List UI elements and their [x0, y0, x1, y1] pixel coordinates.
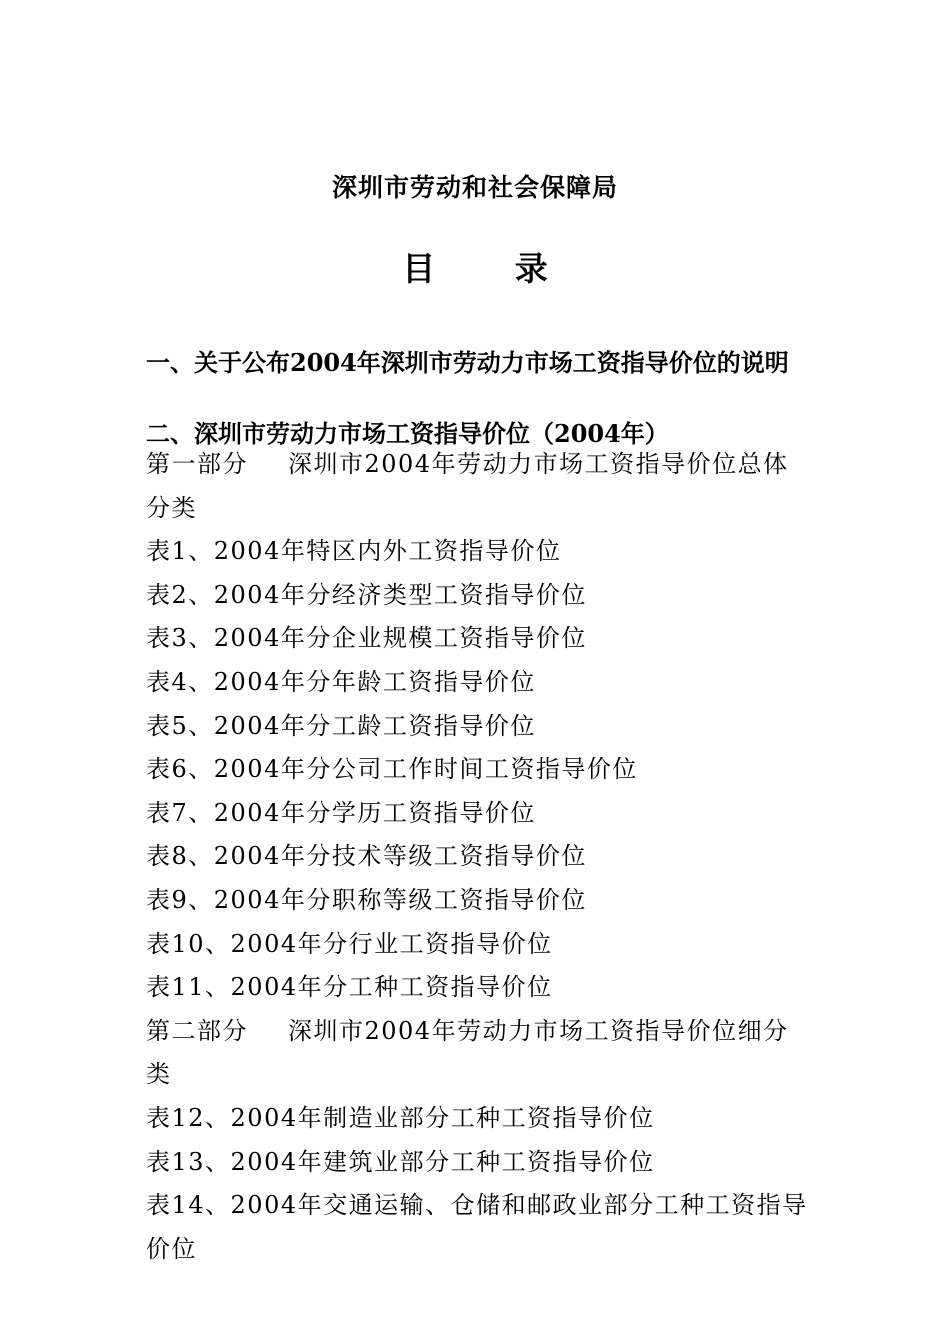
section-two-heading: 二、深圳市劳动力市场工资指导价位（2004年） [146, 419, 669, 448]
toc-entry-table-9: 表9、2004年分职称等级工资指导价位 [146, 885, 587, 914]
toc-entry-table-4: 表4、2004年分年龄工资指导价位 [146, 667, 536, 696]
toc-entry-table-11: 表11、2004年分工种工资指导价位 [146, 973, 553, 1002]
organization-title: 深圳市劳动和社会保障局 [331, 173, 618, 202]
toc-entry-table-6: 表6、2004年分公司工作时间工资指导价位 [146, 755, 638, 784]
part-one-title: 深圳市2004年劳动力市场工资指导价位总体分类 [146, 450, 789, 522]
toc-entry-table-8: 表8、2004年分技术等级工资指导价位 [146, 842, 587, 871]
toc-entry-table-13: 表13、2004年建筑业部分工种工资指导价位 [146, 1147, 655, 1176]
toc-entry-table-10: 表10、2004年分行业工资指导价位 [146, 929, 553, 958]
toc-entry-table-7: 表7、2004年分学历工资指导价位 [146, 798, 536, 827]
toc-entry-table-3: 表3、2004年分企业规模工资指导价位 [146, 624, 587, 653]
part-two-title: 深圳市2004年劳动力市场工资指导价位细分类 [146, 1016, 789, 1089]
toc-entry-table-5: 表5、2004年分工龄工资指导价位 [146, 711, 536, 740]
toc-entry-table-1: 表1、2004年特区内外工资指导价位 [146, 537, 562, 566]
part-two-label: 第二部分 [146, 1016, 248, 1045]
toc-entries [146, 443, 811, 1271]
part-one-entry [146, 443, 811, 530]
toc-entry-table-12: 表12、2004年制造业部分工种工资指导价位 [146, 1103, 655, 1132]
part-one-label: 第一部分 [146, 450, 248, 478]
part-two-entry [146, 1010, 811, 1097]
section-one-heading: 一、关于公布2004年深圳市劳动力市场工资指导价位的说明 [146, 348, 789, 377]
toc-entry-table-2: 表2、2004年分经济类型工资指导价位 [146, 580, 587, 609]
toc-entry-table-14: 表14、2004年交通运输、仓储和邮政业部分工种工资指导价位 [146, 1191, 808, 1263]
toc-heading: 目 录 [402, 249, 582, 288]
